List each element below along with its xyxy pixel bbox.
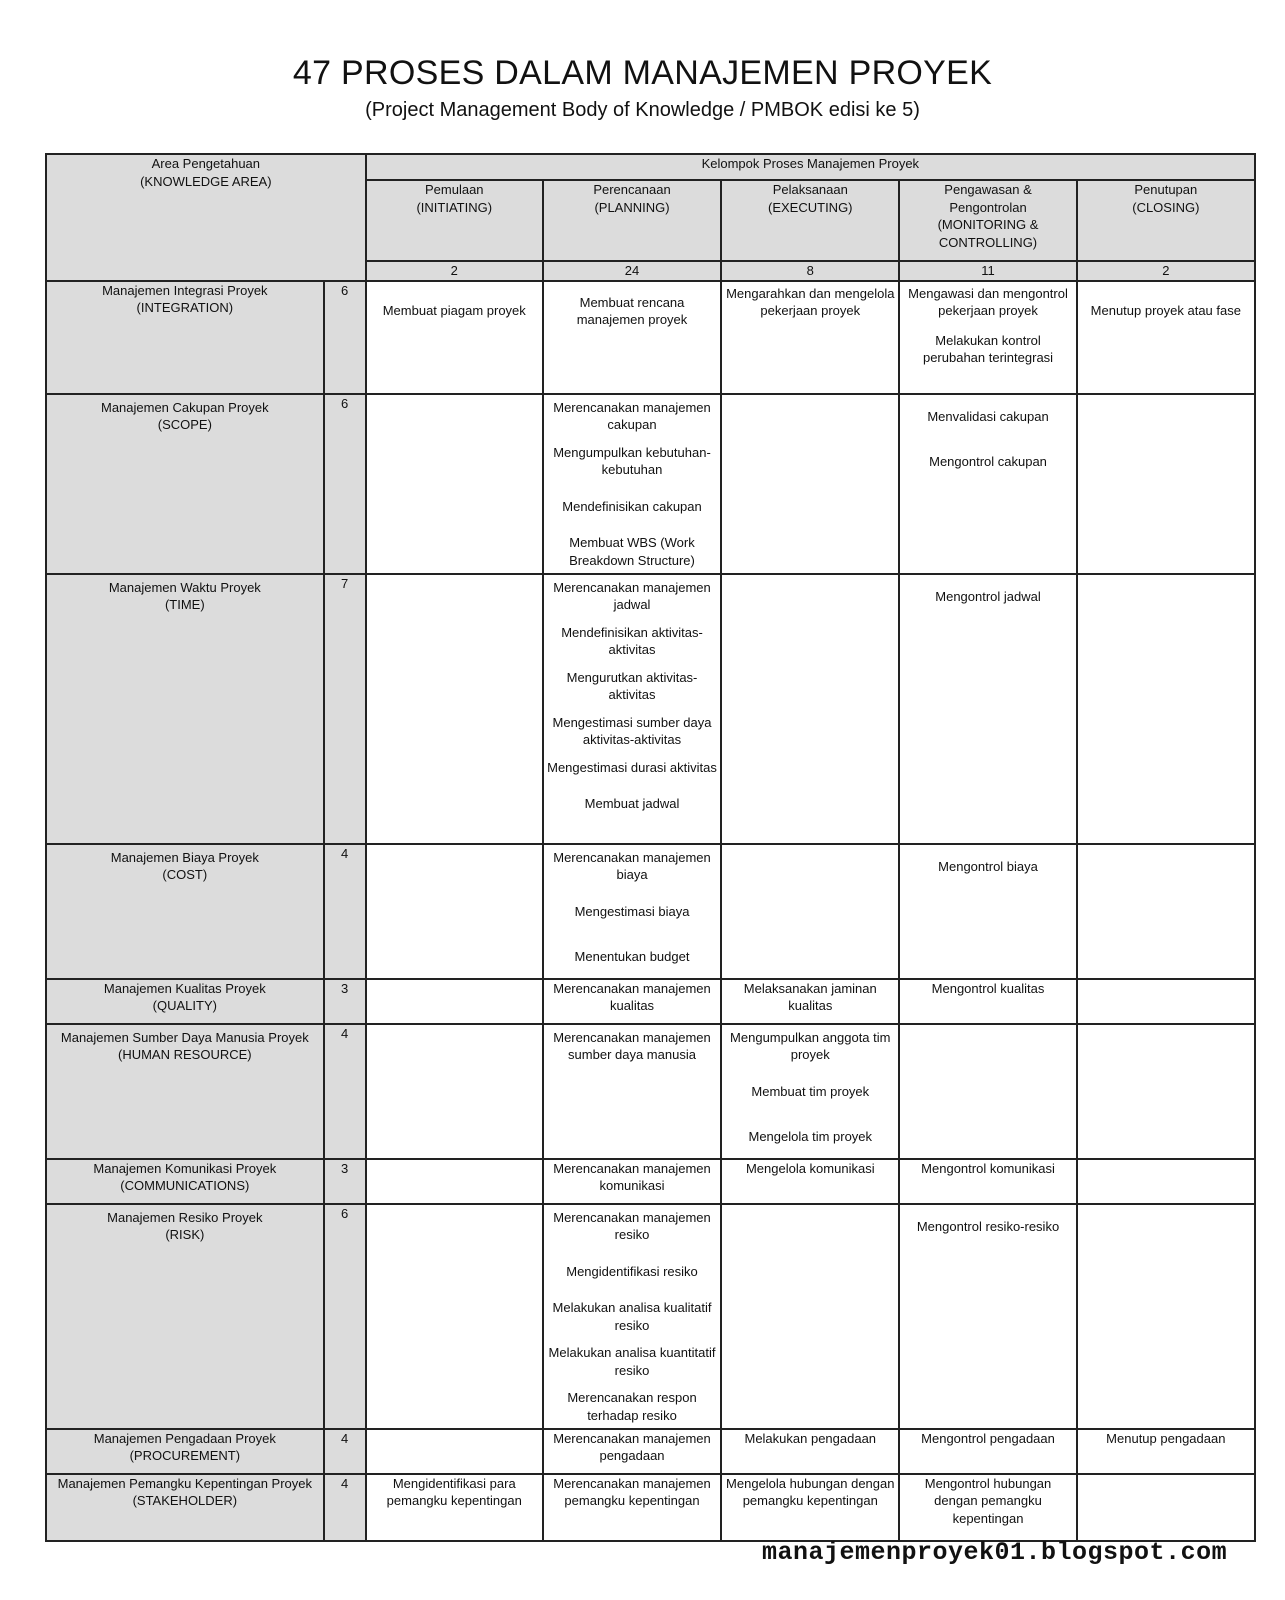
phase-initiating: Pemulaan (INITIATING) — [366, 180, 543, 261]
process-cell — [366, 1429, 543, 1474]
phase-executing: Pelaksanaan (EXECUTING) — [721, 180, 899, 261]
process-cell — [1077, 1204, 1255, 1429]
area-name: Manajemen Pemangku Kepentingan Proyek (STAKEHOLDER) — [46, 1474, 324, 1541]
area-name: Manajemen Kualitas Proyek (QUALITY) — [46, 979, 324, 1024]
process-cell: Mengarahkan dan mengelola pekerjaan proyek — [721, 281, 899, 394]
table-row — [46, 1429, 1255, 1474]
process-cell — [366, 394, 543, 574]
process-cell: Merencanakan manajemen jadwal Mendefinisikan aktivitas-aktivitas Mengurutkan aktivitas-aktivitas Mengestimasi sumber daya aktivitas-aktivitas Mengestimasi durasi aktivitas Membuat jadwal — [543, 574, 721, 844]
table-row — [46, 1474, 1255, 1541]
process-cell: Membuat rencana manajemen proyek — [543, 281, 721, 394]
process-cell: Mengontrol pengadaan — [899, 1429, 1076, 1474]
area-process-count: 4 — [324, 1474, 366, 1541]
process-cell: Merencanakan manajemen cakupan Mengumpulkan kebutuhan-kebutuhan Mendefinisikan cakupan Membuat WBS (Work Breakdown Structure) — [543, 394, 721, 574]
table-row — [46, 1204, 1255, 1429]
table-row — [46, 1159, 1255, 1204]
process-cell — [721, 394, 899, 574]
process-cell: Merencanakan manajemen pemangku kepentingan — [543, 1474, 721, 1541]
phase-planning: Perencanaan (PLANNING) — [543, 180, 721, 261]
process-cell: Membuat piagam proyek — [366, 281, 543, 394]
phase-closing: Penutupan (CLOSING) — [1077, 180, 1255, 261]
process-cell — [899, 1024, 1076, 1159]
process-cell — [366, 1159, 543, 1204]
area-process-count: 4 — [324, 1429, 366, 1474]
process-cell: Merencanakan manajemen sumber daya manusia — [543, 1024, 721, 1159]
process-cell: Mengontrol kualitas — [899, 979, 1076, 1024]
process-cell: Mengelola hubungan dengan pemangku kepentingan — [721, 1474, 899, 1541]
phase-count: 8 — [721, 261, 899, 281]
process-cell: Merencanakan manajemen resiko Mengidentifikasi resiko Melakukan analisa kualitatif resiko Melakukan analisa kuantitatif resiko Merencanakan respon terhadap resiko — [543, 1204, 721, 1429]
phase-count: 24 — [543, 261, 721, 281]
source-url: manajemenproyek01.blogspot.com — [762, 1538, 1228, 1567]
process-cell — [1077, 1474, 1255, 1541]
area-name: Manajemen Biaya Proyek (COST) — [46, 844, 324, 979]
area-name: Manajemen Sumber Daya Manusia Proyek (HUMAN RESOURCE) — [46, 1024, 324, 1159]
area-name: Manajemen Pengadaan Proyek (PROCUREMENT) — [46, 1429, 324, 1474]
phase-count: 2 — [366, 261, 543, 281]
process-cell: Merencanakan manajemen kualitas — [543, 979, 721, 1024]
area-process-count: 3 — [324, 1159, 366, 1204]
area-process-count: 6 — [324, 281, 366, 394]
process-cell — [1077, 1159, 1255, 1204]
process-cell: Merencanakan manajemen pengadaan — [543, 1429, 721, 1474]
process-table — [45, 153, 1256, 1542]
process-cell — [1077, 394, 1255, 574]
area-process-count: 7 — [324, 574, 366, 844]
phase-count: 2 — [1077, 261, 1255, 281]
page-subtitle: (Project Management Body of Knowledge / PMBOK edisi ke 5) — [365, 99, 920, 121]
table-row — [46, 844, 1255, 979]
process-cell — [366, 979, 543, 1024]
process-cell: Mengumpulkan anggota tim proyek Membuat tim proyek Mengelola tim proyek — [721, 1024, 899, 1159]
area-process-count: 6 — [324, 394, 366, 574]
phase-monitoring: Pengawasan & Pengontrolan (MONITORING & CONTROLLING) — [899, 180, 1076, 261]
process-group-header: Kelompok Proses Manajemen Proyek — [366, 154, 1255, 180]
process-cell — [1077, 1024, 1255, 1159]
area-name: Manajemen Resiko Proyek (RISK) — [46, 1204, 324, 1429]
process-cell — [1077, 844, 1255, 979]
process-cell: Menutup pengadaan — [1077, 1429, 1255, 1474]
process-cell: Mengidentifikasi para pemangku kepentingan — [366, 1474, 543, 1541]
area-name: Manajemen Integrasi Proyek (INTEGRATION) — [46, 281, 324, 394]
area-name: Manajemen Waktu Proyek (TIME) — [46, 574, 324, 844]
process-cell: Melakukan pengadaan — [721, 1429, 899, 1474]
process-cell — [721, 574, 899, 844]
area-process-count: 6 — [324, 1204, 366, 1429]
process-cell: Mengontrol biaya — [899, 844, 1076, 979]
process-cell: Mengontrol komunikasi — [899, 1159, 1076, 1204]
process-cell — [366, 1024, 543, 1159]
process-cell: Menvalidasi cakupan Mengontrol cakupan — [899, 394, 1076, 574]
table-row — [46, 574, 1255, 844]
process-cell: Merencanakan manajemen komunikasi — [543, 1159, 721, 1204]
table-row — [46, 1024, 1255, 1159]
area-process-count: 4 — [324, 844, 366, 979]
process-cell — [721, 1204, 899, 1429]
process-cell — [366, 844, 543, 979]
process-cell — [366, 1204, 543, 1429]
table-row — [46, 394, 1255, 574]
process-cell: Mengontrol resiko-resiko — [899, 1204, 1076, 1429]
area-name: Manajemen Cakupan Proyek (SCOPE) — [46, 394, 324, 574]
knowledge-area-header: Area Pengetahuan (KNOWLEDGE AREA) — [46, 154, 366, 281]
process-cell: Menutup proyek atau fase — [1077, 281, 1255, 394]
process-cell — [366, 574, 543, 844]
phase-count: 11 — [899, 261, 1076, 281]
process-cell: Merencanakan manajemen biaya Mengestimasi biaya Menentukan budget — [543, 844, 721, 979]
process-cell — [721, 844, 899, 979]
process-cell — [1077, 979, 1255, 1024]
area-process-count: 4 — [324, 1024, 366, 1159]
page-title: 47 PROSES DALAM MANAJEMEN PROYEK — [292, 54, 993, 92]
area-name: Manajemen Komunikasi Proyek (COMMUNICATIONS) — [46, 1159, 324, 1204]
process-cell: Mengontrol hubungan dengan pemangku kepentingan — [899, 1474, 1076, 1541]
area-process-count: 3 — [324, 979, 366, 1024]
process-cell: Mengelola komunikasi — [721, 1159, 899, 1204]
process-cell: Mengawasi dan mengontrol pekerjaan proyek Melakukan kontrol perubahan terintegrasi — [899, 281, 1076, 394]
process-cell — [1077, 574, 1255, 844]
process-cell: Melaksanakan jaminan kualitas — [721, 979, 899, 1024]
process-cell: Mengontrol jadwal — [899, 574, 1076, 844]
table-row — [46, 281, 1255, 394]
table-row — [46, 979, 1255, 1024]
